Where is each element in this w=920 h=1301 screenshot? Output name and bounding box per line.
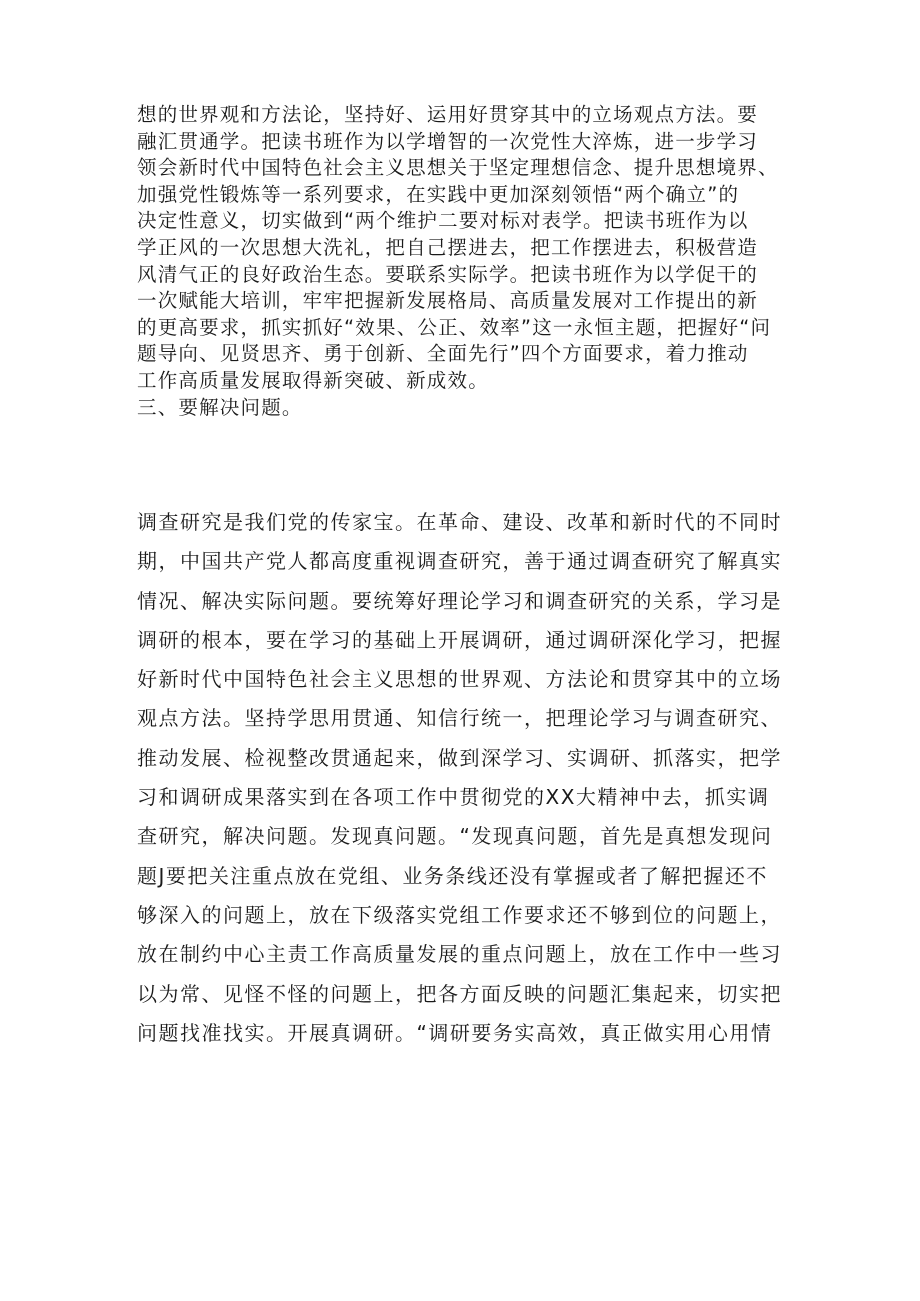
text-line: 调研的根本，要在学习的基础上开展调研，通过调研深化学习，把握	[137, 627, 782, 652]
text-line: 加强党性锻炼等一系列要求，在实践中更加深刻领悟“两个确立”的	[137, 182, 740, 206]
text-line: 调查研究是我们党的传家宝。在革命、建设、改革和新时代的不同时	[137, 510, 782, 534]
text-line: 好新时代中国特色社会主义思想的世界观、方法论和贯穿其中的立场	[137, 667, 782, 692]
text-line: 想的世界观和方法论，坚持好、运用好贯穿其中的立场观点方法。要	[137, 103, 759, 126]
text-line: 风清气正的良好政治生态。要联系实际学。把读书班作为以学促干的	[137, 262, 759, 286]
text-line: 一次赋能大培训，牢牢把握新发展格局、高质量发展对工作提出的新	[137, 289, 759, 313]
text-line: 够深入的问题上，放在下级落实党组工作要求还不够到位的问题上，	[137, 902, 782, 927]
text-line: 融汇贯通学。把读书班作为以学增智的一次党性大淬炼，进一步学习	[137, 129, 759, 153]
text-line: 的更高要求，抓实抓好“效果、公正、效率”这一永恒主题，把握好“问	[137, 315, 772, 339]
text-line: 情况、解决实际问题。要统筹好理论学习和调查研究的关系，学习是	[137, 588, 782, 613]
text-line: 查研究，解决问题。发现真问题。“发现真问题，首先是真想发现问	[137, 824, 773, 849]
text-line: 题导向、见贤思齐、勇于创新、全面先行”四个方面要求，着力推动	[137, 342, 749, 366]
section-heading: 三、要解决问题。	[137, 395, 303, 419]
text-line: 领会新时代中国特色社会主义思想关于坚定理想信念、提升思想境界、	[137, 156, 779, 180]
text-line: 问题找准找实。开展真调研。“调研要务实高效，真正做实用心用情	[137, 1020, 773, 1045]
text-line: 放在制约中心主责工作高质量发展的重点问题上，放在工作中一些习	[137, 942, 782, 967]
text-line: 题J要把关注重点放在党组、业务条线还没有掌握或者了解把握还不	[137, 863, 768, 888]
bottom-paragraph	[137, 503, 797, 1053]
text-line: 决定性意义，切实做到“两个维护二要对标对表学。把读书班作为以	[137, 209, 749, 233]
text-line: 推动发展、检视整改贯通起来，做到深学习、实调研、抓落实，把学	[137, 745, 782, 770]
top-paragraph	[137, 102, 797, 421]
text-line: 工作高质量发展取得新突破、新成效。	[137, 368, 489, 392]
text-line: 观点方法。坚持学思用贯通、知信行统一，把理论学习与调查研究、	[137, 706, 782, 731]
text-line: 习和调研成果落实到在各项工作中贯彻党的XX大精神中去，抓实调	[137, 785, 770, 810]
text-line: 期，中国共产党人都高度重视调查研究，善于通过调查研究了解真实	[137, 549, 782, 574]
text-line: 学正风的一次思想大洗礼，把自己摆进去，把工作摆进去，积极营造	[137, 235, 759, 259]
text-line: 以为常、见怪不怪的问题上，把各方面反映的问题汇集起来，切实把	[137, 981, 782, 1006]
